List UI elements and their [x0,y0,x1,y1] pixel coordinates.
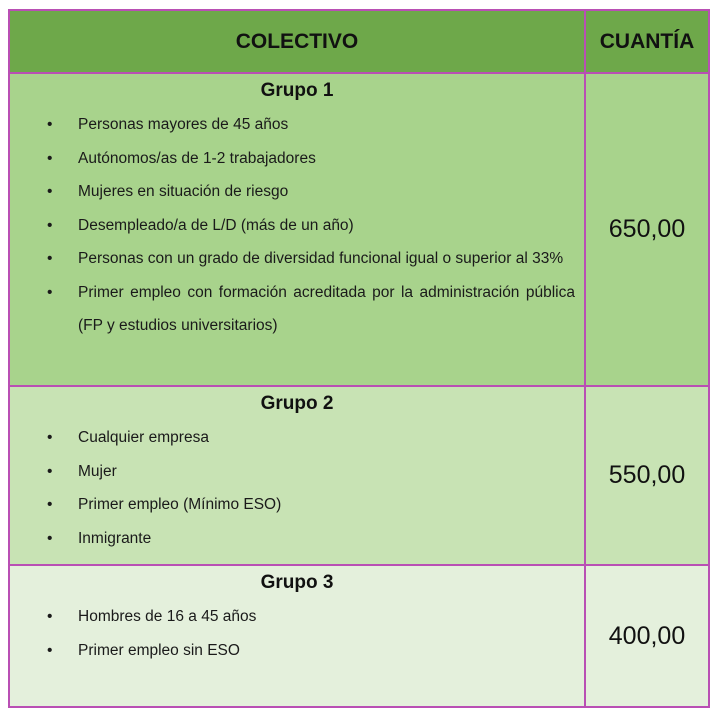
list-item-text: Hombres de 16 a 45 años [78,608,257,625]
list-item-text: Primer empleo con formación acreditada por la administración pública (FP y estudios universitarios) [78,283,575,334]
list-item-text: Primer empleo sin ESO [78,641,240,659]
list-item [10,142,575,176]
list-item-text: Inmigrante [78,529,152,547]
group-2-amount: 550,00 [608,461,686,489]
list-item [10,455,575,489]
group-1-amount: 650,00 [608,215,686,243]
header-colectivo [10,11,584,72]
bullet-icon: • [47,429,53,446]
group-3-amount: 400,00 [608,621,686,650]
list-item [10,242,575,276]
group-3-title: Grupo 3 [260,572,334,593]
group-1-title: Grupo 1 [260,80,334,101]
bullet-icon: • [47,216,53,234]
list-item-text: Cualquier empresa [78,429,209,446]
bullet-icon: • [47,529,53,547]
group-2-title: Grupo 2 [260,393,334,414]
list-item-text: Desempleado/a de L/D (más de un año) [78,216,354,234]
list-item [10,634,575,668]
header-colectivo-label: COLECTIVO [235,29,359,53]
group-2-amount-cell [586,387,708,564]
list-item [10,175,575,209]
bullet-icon: • [47,116,53,133]
header-cuantia [586,11,708,72]
list-item [10,600,575,634]
list-item-text: Autónomos/as de 1-2 trabajadores [78,149,316,167]
list-item [10,209,575,243]
group-3-list [10,600,584,667]
bullet-icon: • [47,641,53,659]
group-2-cell [10,387,584,564]
list-item [10,108,575,142]
header-cuantia-label: CUANTÍA [599,29,695,53]
list-item-text: Mujer [78,462,117,480]
bullet-icon: • [47,250,53,267]
group-1-list [10,108,584,343]
bullet-icon: • [47,462,53,480]
subsidy-table [8,9,710,708]
bullet-icon: • [47,608,53,625]
list-item-text: Personas con un grado de diversidad funcional igual o superior al 33% [78,250,564,267]
bullet-icon: • [47,496,53,513]
list-item [10,421,575,455]
list-item-text: Mujeres en situación de riesgo [78,183,289,200]
list-item-text: Primer empleo (Mínimo ESO) [78,496,282,513]
group-1-cell [10,74,584,385]
group-2-list [10,421,584,555]
group-3-amount-cell [586,566,708,706]
list-item [10,522,575,556]
group-3-cell [10,566,584,706]
group-1-amount-cell [586,74,708,385]
list-item [10,488,575,522]
bullet-icon: • [47,183,53,200]
bullet-icon: • [47,283,53,301]
list-item [10,276,575,343]
bullet-icon: • [47,149,53,167]
list-item-text: Personas mayores de 45 años [78,116,289,133]
